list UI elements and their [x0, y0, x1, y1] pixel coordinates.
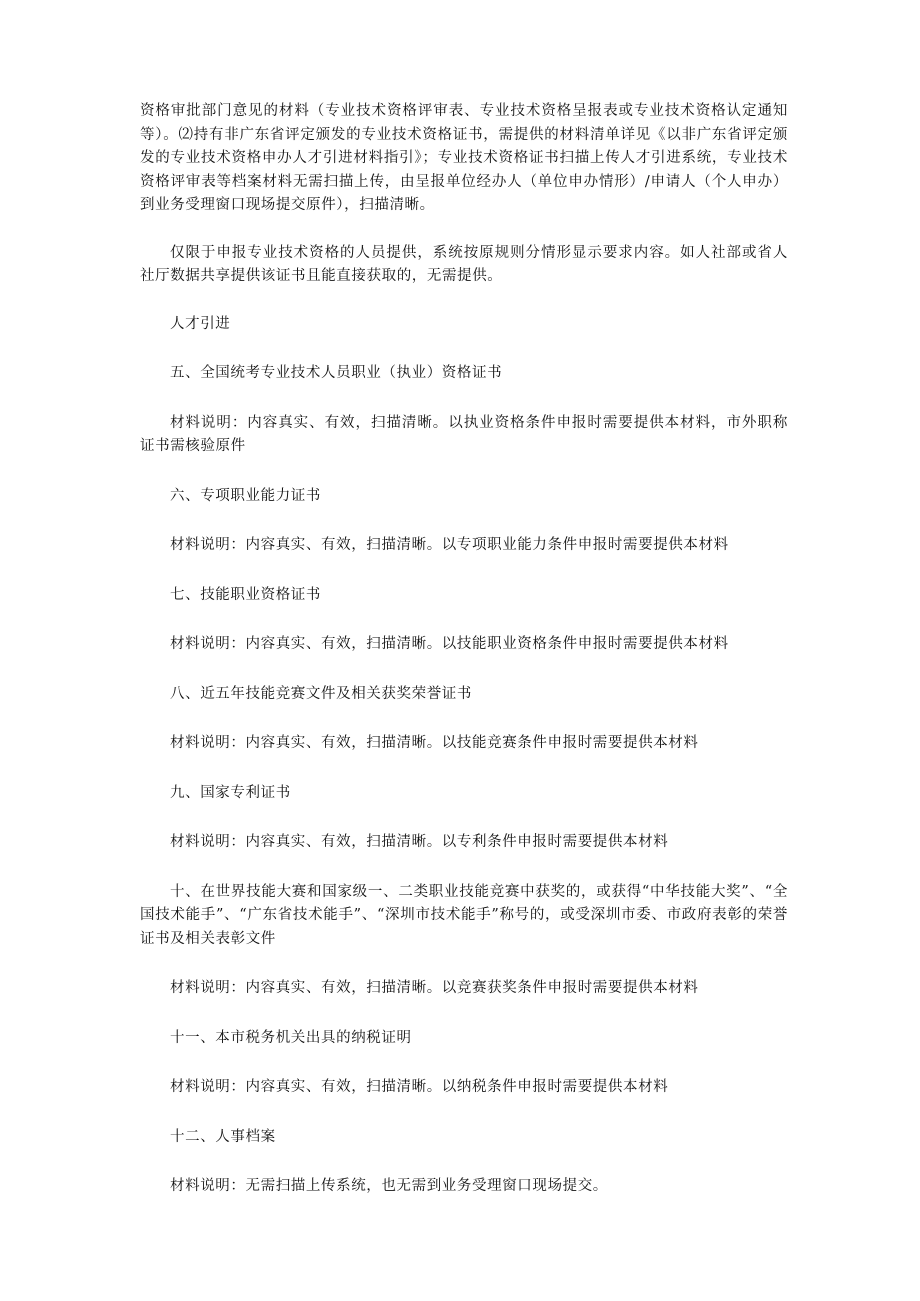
item-title: 十二、人事档案 — [170, 1128, 276, 1145]
item-title: 六、专项职业能力证书 — [170, 487, 321, 504]
intro-paragraph-2: 仅限于申报专业技术资格的人员提供，系统按原规则分情形显示要求内容。如人社部或省人社厅数据共享提供该证书且能直接获取的，无需提供。 — [140, 244, 788, 284]
item-description: 材料说明：无需扫描上传系统，也无需到业务受理窗口现场提交。 — [170, 1178, 608, 1194]
item-title: 十一、本市税务机关出具的纳税证明 — [170, 1029, 412, 1046]
item-description: 材料说明：内容真实、有效，扫描清晰。以专项职业能力条件申报时需要提供本材料 — [170, 537, 729, 553]
item-title: 九、国家专利证书 — [170, 784, 291, 801]
section-label: 人才引进 — [170, 315, 231, 332]
item-description: 材料说明：内容真实、有效，扫描清晰。以执业资格条件申报时需要提供本材料，市外职称证书需核验原件 — [140, 414, 788, 454]
document-page — [140, 100, 788, 1225]
item-title: 八、近五年技能竞赛文件及相关获奖荣誉证书 — [170, 685, 472, 702]
item-title: 五、全国统考专业技术人员职业（执业）资格证书 — [170, 365, 503, 381]
item-title: 十、在世界技能大赛和国家级一、二类职业技能竞赛中获奖的，或获得“中华技能大奖”、“全国技术能手”、“广东省技术能手”、“深圳市技术能手”称号的，或受深圳市委、市政府表彰的荣誉证书及相关表彰文件 — [140, 883, 788, 947]
item-description: 材料说明：内容真实、有效，扫描清晰。以专利条件申报时需要提供本材料 — [170, 834, 669, 850]
intro-paragraph-1: 资格审批部门意见的材料（专业技术资格评审表、专业技术资格呈报表或专业技术资格认定通知等）。⑵持有非广东省评定颁发的专业技术资格证书，需提供的材料清单详见《以非广东省评定颁发的专业技术资格申办人才引进材料指引》；专业技术资格证书扫描上传人才引进系统，专业技术资格评审表等档案材料无需扫描上传，由呈报单位经办人（单位申办情形）/申请人（个人申办）到业务受理窗口现场提交原件），扫描清晰。 — [140, 103, 788, 213]
item-description: 材料说明：内容真实、有效，扫描清晰。以纳税条件申报时需要提供本材料 — [170, 1079, 669, 1095]
item-title: 七、技能职业资格证书 — [170, 586, 321, 603]
item-description: 材料说明：内容真实、有效，扫描清晰。以技能竞赛条件申报时需要提供本材料 — [170, 735, 699, 751]
item-description: 材料说明：内容真实、有效，扫描清晰。以技能职业资格条件申报时需要提供本材料 — [170, 636, 729, 652]
item-list — [140, 362, 788, 1199]
item-description: 材料说明：内容真实、有效，扫描清晰。以竞赛获奖条件申报时需要提供本材料 — [170, 980, 699, 996]
